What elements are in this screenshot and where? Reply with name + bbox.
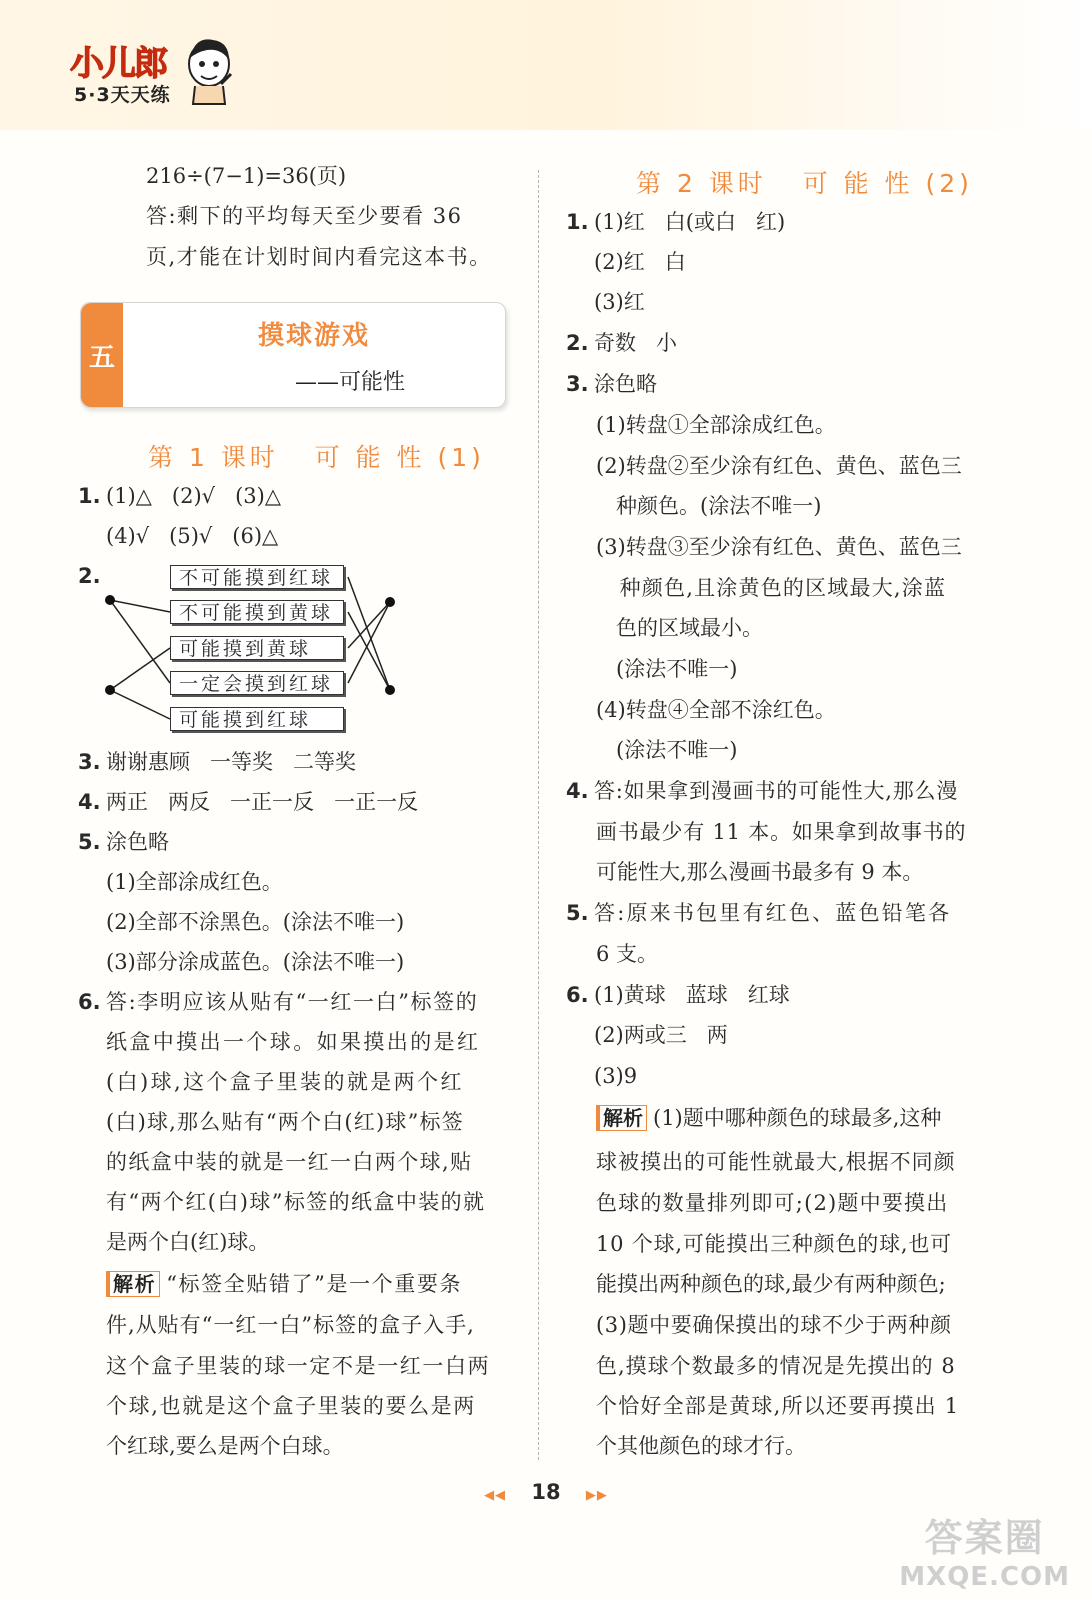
r-analysis-line-3: 色球的数量排列即可;(2)题中要摸出 [596, 1191, 949, 1215]
left-analysis-line-2: 件,从贴有“一红一白”标签的盒子入手, [106, 1313, 475, 1337]
prev-arrows-icon: ◀◀ [484, 1488, 507, 1503]
r-q1-item-1: (1)红 白(或白 红) [594, 210, 786, 234]
left-analysis-line-4: 个球,也就是这个盒子里装的要么是两 [106, 1394, 476, 1418]
q3-text: 谢谢惠顾 一等奖 二等奖 [106, 750, 357, 774]
q1-row1: (1)△ (2)√ (3)△ [106, 484, 281, 508]
q5-item-2: (2)全部不涂黑色。(涂法不唯一) [106, 910, 405, 934]
r-analysis-line-9: 个其他颜色的球才行。 [596, 1434, 806, 1458]
logo-subtitle: 5·3天天练 [74, 84, 171, 106]
r-q5-line-2: 6 支。 [596, 942, 659, 966]
q6-line-7: 是两个白(红)球。 [106, 1230, 270, 1254]
unit-number: 五 [81, 303, 123, 407]
analysis-text-1: “标签全贴错了”是一个重要条 [166, 1272, 463, 1296]
r-q3-line-5: 种颜色,且涂黄色的区域最大,涂蓝 [596, 576, 947, 600]
q6-line-1: 答:李明应该从贴有“一红一白”标签的 [106, 990, 479, 1014]
r-q4-number: 4. [566, 779, 589, 803]
match-box-1: 不可能摸到红球 [170, 565, 344, 589]
q5-item-3: (3)部分涂成蓝色。(涂法不唯一) [106, 950, 405, 974]
watermark-top: 答案圈 [924, 1516, 1045, 1560]
q5-text: 涂色略 [106, 830, 169, 854]
left-dot-top [105, 595, 115, 605]
r-q3-line-1: (1)转盘①全部涂成红色。 [596, 413, 836, 437]
r-q2-number: 2. [566, 331, 589, 355]
logo-title: 小儿郎 [70, 44, 166, 84]
right-analysis-first [596, 1104, 941, 1132]
q6-line-5: 的纸盒中装的就是一红一白两个球,贴 [106, 1150, 473, 1174]
r-q6-number: 6. [566, 983, 589, 1007]
watermark-bottom: MXQE.COM [899, 1562, 1070, 1592]
answer-line-1: 答:剩下的平均每天至少要看 36 [146, 204, 463, 228]
r-q3-number: 3. [566, 372, 589, 396]
lesson1-title: 第 1 课时 可 能 性 (1) [148, 443, 485, 472]
r-q3-line-6: 色的区域最小。 [596, 616, 764, 640]
q6-line-6: 有“两个红(白)球”标签的纸盒中装的就 [106, 1190, 486, 1214]
match-box-2: 不可能摸到黄球 [170, 600, 344, 624]
r-analysis-line-2: 球被摸出的可能性就最大,根据不同颜 [596, 1150, 956, 1174]
r-q1-item-2: (2)红 白 [594, 250, 686, 274]
q3-number: 3. [78, 750, 101, 774]
right-dot-top [385, 597, 395, 607]
r-q4-line-1: 答:如果拿到漫画书的可能性大,那么漫 [594, 779, 959, 803]
q4-text: 两正 两反 一正一反 一正一反 [106, 790, 419, 814]
answer-line-2: 页,才能在计划时间内看完这本书。 [146, 245, 492, 269]
q4-number: 4. [78, 790, 101, 814]
r-q6-item-1: (1)黄球 蓝球 红球 [594, 983, 790, 1007]
q6-line-4: (白)球,那么贴有“两个白(红)球”标签 [106, 1110, 464, 1134]
page-footer [0, 1480, 1092, 1504]
r-q4-line-3: 可能性大,那么漫画书最多有 9 本。 [596, 860, 924, 884]
analysis-tag: 解析 [596, 1105, 647, 1131]
r-q3-line-3: 种颜色。(涂法不唯一) [596, 494, 822, 518]
q6-line-2: 纸盒中摸出一个球。如果摸出的是红 [106, 1030, 481, 1054]
r-q3-line-2: (2)转盘②至少涂有红色、黄色、蓝色三 [596, 454, 962, 478]
r-q5-number: 5. [566, 901, 589, 925]
r-analysis-line-7: 色,摸球个数最多的情况是先摸出的 8 [596, 1354, 956, 1378]
r-analysis-line-8: 个恰好全部是黄球,所以还要再摸出 1 [596, 1394, 960, 1418]
unit-header-box [80, 302, 506, 408]
r-analysis-line-6: (3)题中要确保摸出的球不少于两种颜 [596, 1313, 952, 1337]
mascot-icon [185, 34, 237, 106]
q6-number: 6. [78, 990, 101, 1014]
q2-number: 2. [78, 564, 101, 588]
q5-item-1: (1)全部涂成红色。 [106, 870, 283, 894]
r-q6-item-2: (2)两或三 两 [594, 1023, 728, 1047]
right-dot-bottom [385, 685, 395, 695]
calc-line: 216÷(7−1)=36(页) [146, 164, 347, 188]
lesson2-title: 第 2 课时 可 能 性 (2) [636, 169, 973, 198]
r-q3-line-4: (3)转盘③至少涂有红色、黄色、蓝色三 [596, 535, 962, 559]
r-q3-text: 涂色略 [594, 372, 657, 396]
r-q1-number: 1. [566, 210, 589, 234]
r-analysis-line-5: 能摸出两种颜色的球,最少有两种颜色; [596, 1272, 946, 1296]
unit-subtitle: ——可能性 [295, 370, 406, 395]
r-q3-line-8: (4)转盘④全部不涂红色。 [596, 698, 836, 722]
r-q3-line-7: (涂法不唯一) [596, 657, 738, 681]
match-box-4: 一定会摸到红球 [170, 671, 344, 695]
r-q4-line-2: 画书最少有 11 本。如果拿到故事书的 [596, 820, 967, 844]
r-q2-text: 奇数 小 [594, 331, 678, 355]
r-q1-item-3: (3)红 [594, 290, 645, 314]
page-number: 18 [531, 1480, 561, 1504]
left-dot-bottom [105, 685, 115, 695]
r-analysis-line-4: 10 个球,可能摸出三种颜色的球,也可 [596, 1232, 952, 1256]
next-arrows-icon: ▶▶ [585, 1488, 608, 1503]
match-box-5: 可能摸到红球 [170, 707, 344, 731]
match-box-3: 可能摸到黄球 [170, 636, 344, 660]
q6-line-3: (白)球,这个盒子里装的就是两个红 [106, 1070, 464, 1094]
r-analysis-text-1: (1)题中哪种颜色的球最多,这种 [653, 1106, 942, 1130]
watermark [899, 1507, 1070, 1592]
column-divider [538, 170, 539, 1460]
left-analysis-first [106, 1270, 462, 1298]
analysis-tag: 解析 [106, 1271, 160, 1297]
left-analysis-line-3: 这个盒子里装的球一定不是一红一白两 [106, 1354, 491, 1378]
q1-number: 1. [78, 484, 101, 508]
r-q5-line-1: 答:原来书包里有红色、蓝色铅笔各 [594, 901, 952, 925]
r-q3-line-9: (涂法不唯一) [596, 738, 738, 762]
left-analysis-line-5: 个红球,要么是两个白球。 [106, 1434, 344, 1458]
r-q6-item-3: (3)9 [594, 1064, 638, 1088]
q1-row2: (4)√ (5)√ (6)△ [106, 524, 279, 548]
q5-number: 5. [78, 830, 101, 854]
unit-title: 摸球游戏 [257, 321, 370, 351]
